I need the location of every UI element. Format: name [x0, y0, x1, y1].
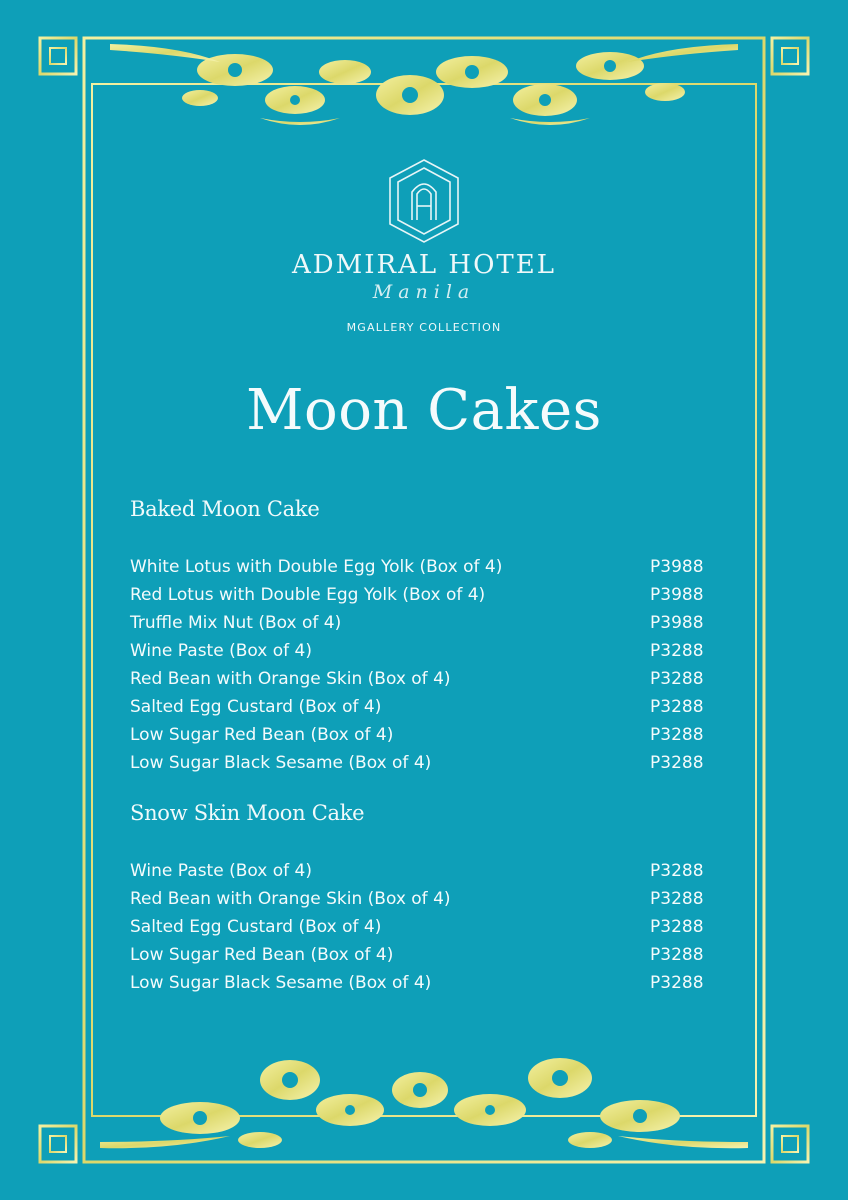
item-price: P3288 [650, 753, 704, 773]
item-price: P3288 [650, 889, 704, 909]
hotel-logo-icon [388, 158, 460, 244]
hotel-name: ADMIRAL HOTEL [292, 250, 556, 280]
item-name: Red Lotus with Double Egg Yolk (Box of 4) [130, 585, 486, 605]
menu-item [130, 637, 720, 665]
item-name: Low Sugar Red Bean (Box of 4) [130, 945, 394, 965]
menu-item [130, 721, 720, 749]
hotel-city: Manila [372, 281, 476, 303]
item-name: Wine Paste (Box of 4) [130, 861, 312, 881]
collection-label: MGALLERY COLLECTION [346, 321, 502, 334]
menu-item [130, 609, 720, 637]
menu-item [130, 913, 720, 941]
item-name: Low Sugar Red Bean (Box of 4) [130, 725, 394, 745]
item-price: P3288 [650, 945, 704, 965]
section-title: Baked Moon Cake [130, 497, 320, 521]
item-name: Wine Paste (Box of 4) [130, 641, 312, 661]
item-price: P3988 [650, 557, 704, 577]
menu-item [130, 857, 720, 885]
menu-item [130, 665, 720, 693]
item-price: P3288 [650, 725, 704, 745]
item-price: P3288 [650, 641, 704, 661]
item-price: P3288 [650, 861, 704, 881]
item-name: Red Bean with Orange Skin (Box of 4) [130, 889, 451, 909]
menu-item [130, 969, 720, 997]
item-name: Low Sugar Black Sesame (Box of 4) [130, 973, 432, 993]
item-price: P3988 [650, 613, 704, 633]
item-name: Low Sugar Black Sesame (Box of 4) [130, 753, 432, 773]
menu-item [130, 553, 720, 581]
item-name: Red Bean with Orange Skin (Box of 4) [130, 669, 451, 689]
item-price: P3288 [650, 973, 704, 993]
menu-item [130, 749, 720, 777]
menu-item [130, 693, 720, 721]
item-price: P3288 [650, 669, 704, 689]
section-snow-skin [130, 799, 720, 997]
item-name: Salted Egg Custard (Box of 4) [130, 697, 382, 717]
bottom-cloud-ornament [100, 1058, 748, 1148]
item-name: Salted Egg Custard (Box of 4) [130, 917, 382, 937]
page-title: Moon Cakes [246, 378, 602, 443]
item-name: Truffle Mix Nut (Box of 4) [130, 613, 342, 633]
section-title: Snow Skin Moon Cake [130, 801, 365, 825]
menu-item [130, 941, 720, 969]
menu-item [130, 885, 720, 913]
menu-item [130, 581, 720, 609]
item-price: P3288 [650, 917, 704, 937]
item-price: P3988 [650, 585, 704, 605]
item-name: White Lotus with Double Egg Yolk (Box of 4) [130, 557, 503, 577]
section-baked [130, 495, 720, 777]
item-price: P3288 [650, 697, 704, 717]
